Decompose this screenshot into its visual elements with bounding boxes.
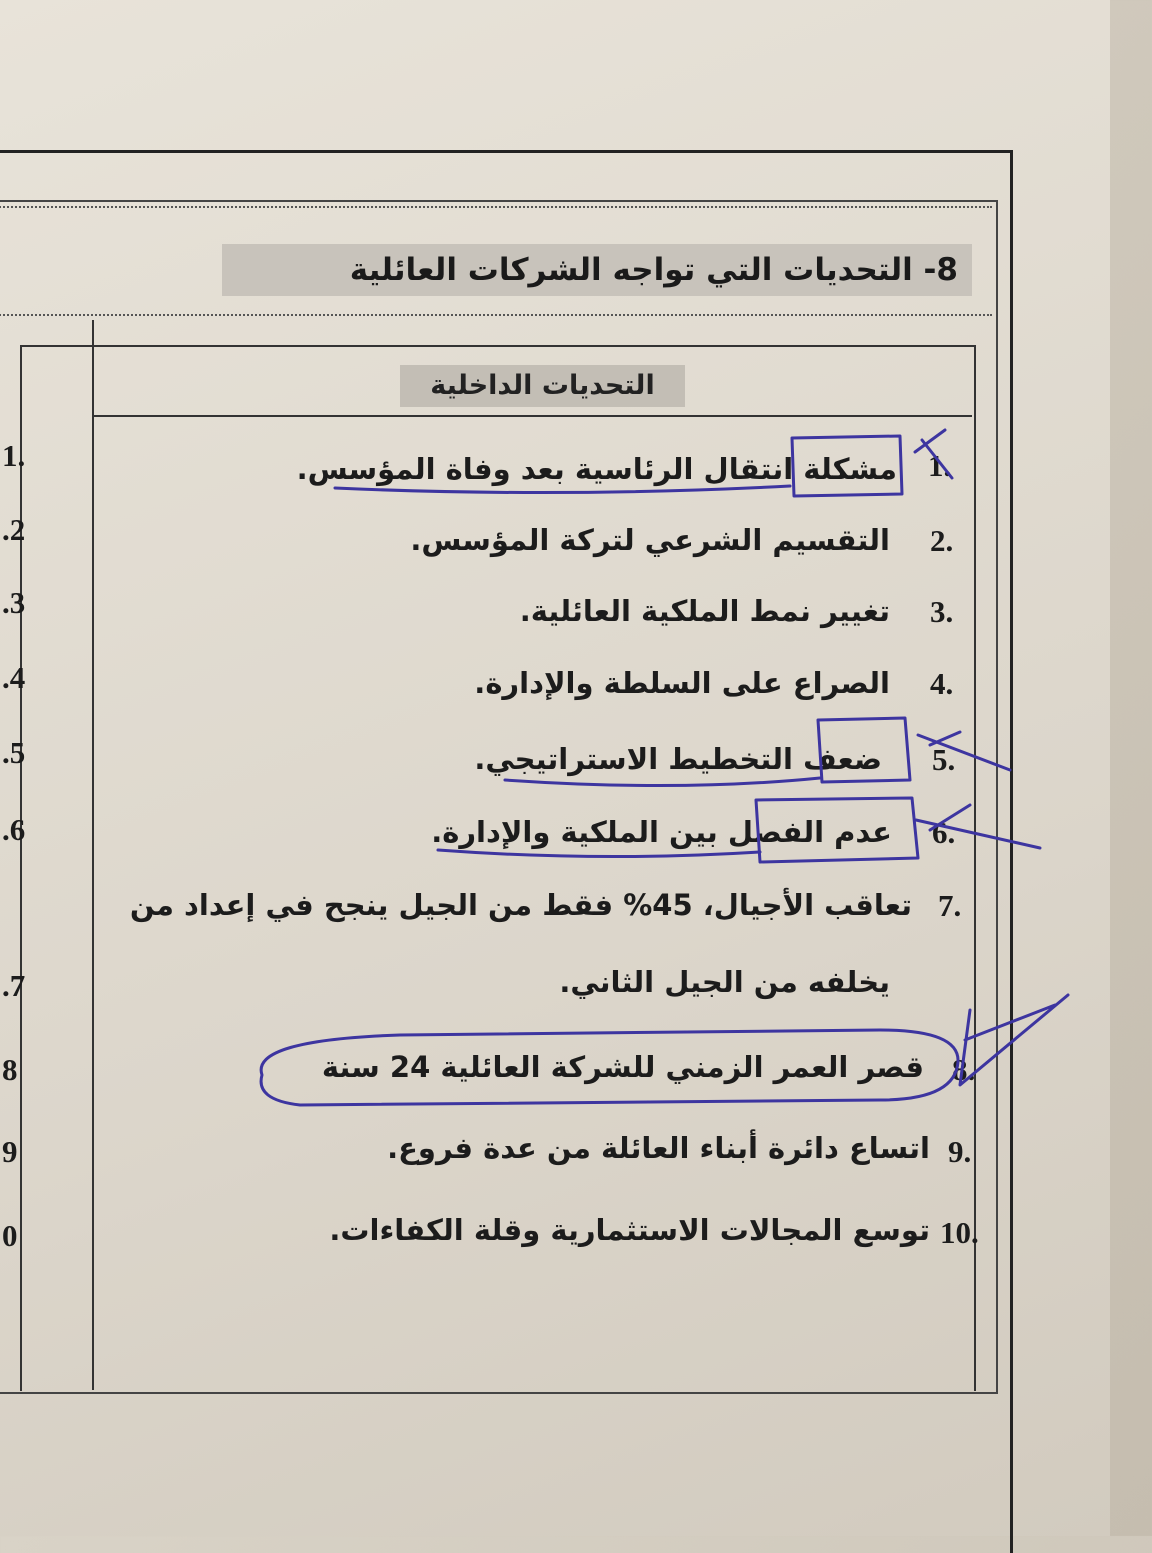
list-item-continuation: يخلفه من الجيل الثاني. <box>559 965 890 999</box>
left-column-number: .7 <box>2 968 26 1003</box>
item-number: 4. <box>930 666 954 701</box>
item-number: 1. <box>928 448 952 483</box>
left-column-number: .4 <box>2 660 26 695</box>
left-column-number: 9 <box>2 1134 18 1169</box>
item-number: 3. <box>930 594 954 629</box>
list-item: مشكلة انتقال الرئاسية بعد وفاة المؤسس. <box>296 452 897 486</box>
dotted-rule-bottom <box>0 314 992 316</box>
list-item: تعاقب الأجيال، 45% فقط من الجيل ينجح في إعداد من <box>129 888 912 922</box>
list-item: التقسيم الشرعي لتركة المؤسس. <box>410 523 890 557</box>
list-item: الصراع على السلطة والإدارة. <box>474 666 890 700</box>
left-column-number: .2 <box>2 512 26 547</box>
left-column-number: 1. <box>2 438 26 473</box>
left-column-number: 8 <box>2 1052 18 1087</box>
item-number: 2. <box>930 523 954 558</box>
item-number: 5. <box>932 742 956 777</box>
item-number: 7. <box>938 888 962 923</box>
item-number: 8. <box>952 1052 976 1087</box>
item-number: 6. <box>932 815 956 850</box>
list-item: قصر العمر الزمني للشركة العائلية 24 سنة <box>321 1050 924 1084</box>
list-item: توسع المجالات الاستثمارية وقلة الكفاءات. <box>329 1213 930 1247</box>
header-row-divider <box>92 415 972 417</box>
list-item: تغيير نمط الملكية العائلية. <box>519 594 890 628</box>
left-column-number: .3 <box>2 585 26 620</box>
left-column-number: .5 <box>2 735 26 770</box>
column-header-internal: التحديات الداخلية <box>400 365 685 407</box>
list-item: ضعف التخطيط الاستراتيجي. <box>474 742 882 776</box>
list-item: عدم الفصل بين الملكية والإدارة. <box>431 815 892 849</box>
left-column-number: 0 <box>2 1218 18 1253</box>
list-item: اتساع دائرة أبناء العائلة من عدة فروع. <box>387 1131 930 1165</box>
left-column-number: .6 <box>2 812 26 847</box>
column-divider <box>92 320 94 1390</box>
item-number: 10. <box>940 1215 979 1250</box>
item-number: 9. <box>948 1134 972 1169</box>
section-title: 8- التحديات التي تواجه الشركات العائلية <box>222 244 972 296</box>
dotted-rule-top <box>0 206 992 208</box>
